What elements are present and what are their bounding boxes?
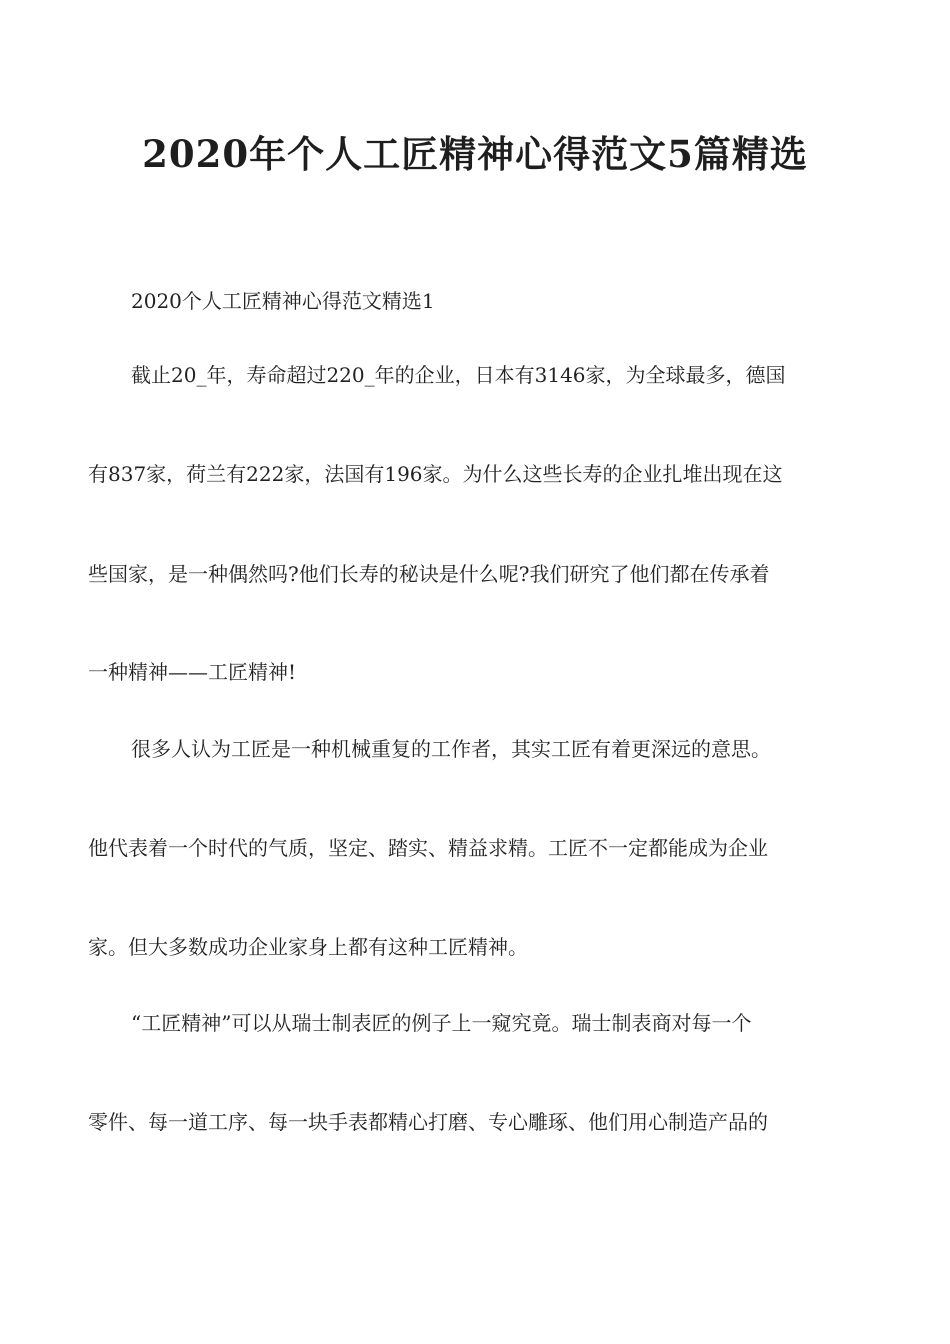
paragraph-2-line-2: 他代表着一个时代的气质，坚定、踏实、精益求精。工匠不一定都能成为企业 <box>88 836 768 860</box>
paragraph-1-line-3: 些国家，是一种偶然吗?他们长寿的秘诀是什么呢?我们研究了他们都在传承着 <box>88 562 770 586</box>
paragraph-2-line-3: 家。但大多数成功企业家身上都有这种工匠精神。 <box>88 935 528 959</box>
paragraph-3-line-2: 零件、每一道工序、每一块手表都精心打磨、专心雕琢、他们用心制造产品的 <box>88 1110 768 1134</box>
section-heading: 2020个人工匠精神心得范文精选1 <box>131 289 435 313</box>
paragraph-1-line-4: 一种精神——工匠精神! <box>88 660 297 684</box>
paragraph-1-line-2: 有837家，荷兰有222家，法国有196家。为什么这些长寿的企业扎堆出现在这 <box>88 462 783 486</box>
paragraph-2-line-1: 很多人认为工匠是一种机械重复的工作者，其实工匠有着更深远的意思。 <box>131 737 771 761</box>
paragraph-3-line-1: “工匠精神”可以从瑞士制表匠的例子上一窥究竟。瑞士制表商对每一个 <box>131 1011 752 1035</box>
paragraph-1-line-1: 截止20_年，寿命超过220_年的企业，日本有3146家，为全球最多，德国 <box>131 363 786 387</box>
document-title: 2020年个人工匠精神心得范文5篇精选 <box>142 132 808 176</box>
